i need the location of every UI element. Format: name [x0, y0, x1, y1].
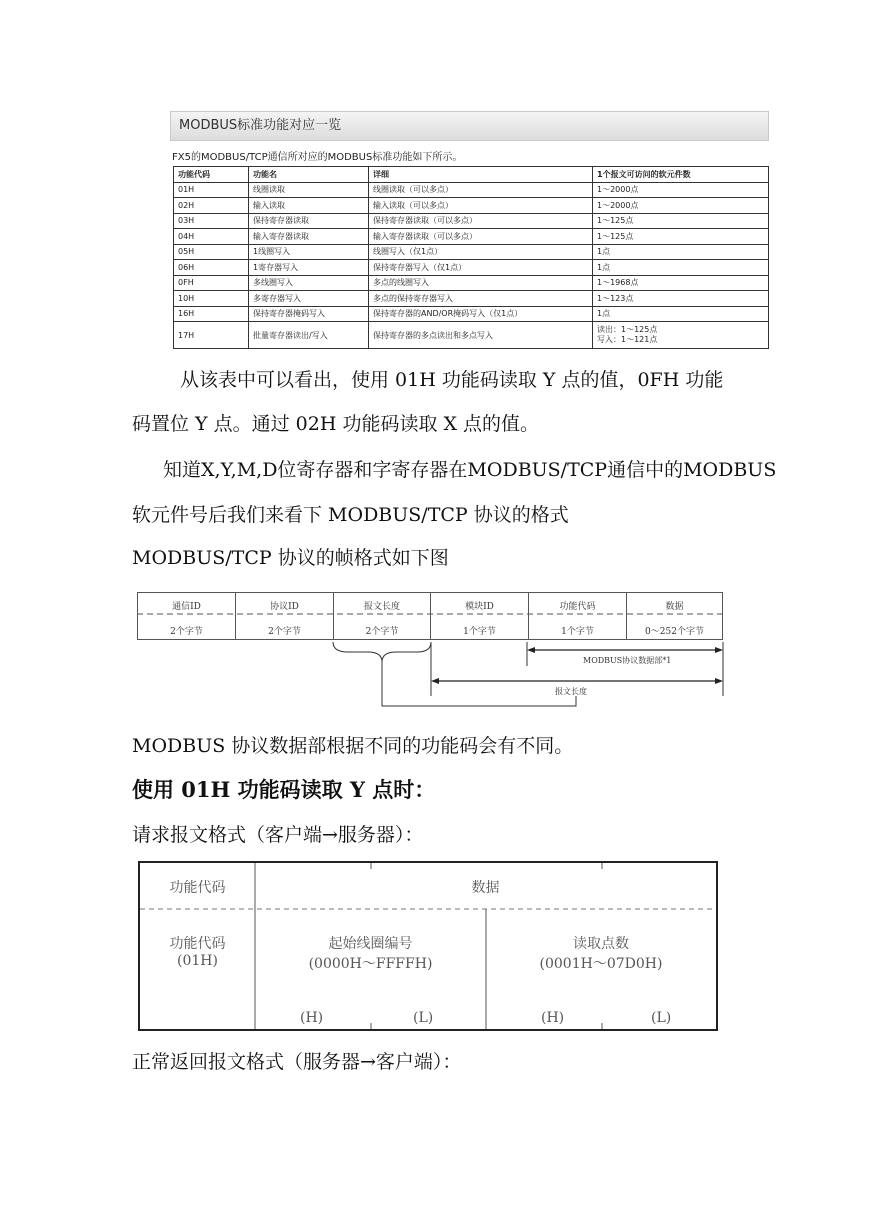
- table-header: 功能代码: [174, 167, 249, 183]
- cell-name: 1寄存器写入: [249, 260, 369, 276]
- cell-code: 05H: [174, 244, 249, 260]
- cell-detail: 保持寄存器的AND/OR掩码写入（仅1点）: [369, 306, 593, 322]
- cell-detail: 线圈写入（仅1点）: [369, 244, 593, 260]
- start-low-byte: (L): [413, 1010, 434, 1026]
- col-data-header: 数据: [471, 880, 500, 896]
- table-row: [174, 213, 769, 229]
- read-count-range: (0001H～07D0H): [539, 956, 663, 972]
- table-row: [174, 182, 769, 198]
- paragraph-line: MODBUS/TCP 协议的帧格式如下图: [132, 547, 449, 569]
- length-arrow-right-head: [715, 678, 723, 684]
- cell-code: 0FH: [174, 275, 249, 291]
- cell-name: 线圈读取: [249, 182, 369, 198]
- table-row: [174, 322, 769, 349]
- cell-detail: 线圈读取（可以多点）: [369, 182, 593, 198]
- cell-detail: 输入读取（可以多点）: [369, 198, 593, 214]
- cell-count: 1点: [593, 260, 769, 276]
- col-func-header: 功能代码: [169, 880, 226, 896]
- table-row: [174, 244, 769, 260]
- cell-name: 输入读取: [249, 198, 369, 214]
- field-size: 1个字节: [463, 627, 496, 637]
- pdu-label: MODBUS协议数据部*1: [583, 656, 672, 665]
- table-row: [174, 198, 769, 214]
- pdu-arrow-left-head: [527, 647, 535, 653]
- cell-count-write: 写入：1～121点: [597, 335, 658, 344]
- cell-count: 1点: [593, 306, 769, 322]
- start-high-byte: (H): [300, 1010, 324, 1026]
- cell-count: 1～125点: [593, 229, 769, 245]
- panel-title: MODBUS标准功能对应一览: [170, 111, 769, 141]
- table-header: 1个报文可访问的软元件数: [593, 167, 769, 183]
- paragraph-line: MODBUS 协议数据部根据不同的功能码会有不同。: [132, 735, 574, 757]
- field-name: 功能代码: [559, 602, 596, 612]
- field-name: 报文长度: [363, 602, 400, 612]
- field-name: 数据: [665, 602, 684, 612]
- response-caption: 正常返回报文格式（服务器→客户端）：: [132, 1051, 462, 1073]
- cell-count: 1～125点: [593, 213, 769, 229]
- cell-detail: 保持寄存器的多点读出和多点写入: [369, 322, 593, 349]
- cell-name: 保持寄存器掩码写入: [249, 306, 369, 322]
- table-row: [174, 229, 769, 245]
- field-size: 1个字节: [561, 627, 594, 637]
- field-size: 2个字节: [268, 627, 301, 637]
- cell-code: 04H: [174, 229, 249, 245]
- cell-name: 多寄存器写入: [249, 291, 369, 307]
- field-size: 0～252个字节: [645, 627, 704, 637]
- field-size: 2个字节: [170, 627, 203, 637]
- table-row: [174, 306, 769, 322]
- cell-name: 保持寄存器读取: [249, 213, 369, 229]
- paragraph-line: 知道X,Y,M,D位寄存器和字寄存器在MODBUS/TCP通信中的MODBUS: [163, 459, 777, 481]
- section-heading: 使用 01H 功能码读取 Y 点时：: [132, 777, 436, 802]
- read-count-name: 读取点数: [573, 936, 629, 952]
- function-table: [173, 166, 769, 349]
- field-name: 模块ID: [465, 602, 494, 612]
- frame-diagram-overlay: [130, 590, 730, 710]
- brace-shape: [333, 642, 431, 662]
- field-size: 2个字节: [365, 627, 399, 637]
- length-connector: [382, 662, 576, 706]
- cell-name: 1线圈写入: [249, 244, 369, 260]
- cell-detail: 多点的保持寄存器写入: [369, 291, 593, 307]
- cell-count: 1点: [593, 244, 769, 260]
- panel-description: FX5的MODBUS/TCP通信所对应的MODBUS标准功能如下所示。: [172, 152, 463, 163]
- cell-detail: 保持寄存器写入（仅1点）: [369, 260, 593, 276]
- cell-count: [593, 322, 769, 349]
- count-low-byte: (L): [651, 1010, 672, 1026]
- cell-code: 03H: [174, 213, 249, 229]
- cell-code: 10H: [174, 291, 249, 307]
- cell-name: 多线圈写入: [249, 275, 369, 291]
- cell-detail: 多点的线圈写入: [369, 275, 593, 291]
- cell-code: 06H: [174, 260, 249, 276]
- func-name: 功能代码: [169, 936, 226, 952]
- cell-code: 01H: [174, 182, 249, 198]
- cell-code: 16H: [174, 306, 249, 322]
- cell-count: 1～2000点: [593, 182, 769, 198]
- table-header: 功能名: [249, 167, 369, 183]
- start-coil-range: (0000H～FFFFH): [308, 956, 433, 972]
- cell-code: 17H: [174, 322, 249, 349]
- func-value: (01H): [177, 953, 218, 969]
- table-row: [174, 275, 769, 291]
- length-label: 报文长度: [555, 687, 587, 696]
- field-name: 通信ID: [172, 602, 201, 612]
- request-diagram: [138, 861, 718, 1031]
- start-coil-name: 起始线圈编号: [328, 936, 413, 952]
- cell-count: 1～2000点: [593, 198, 769, 214]
- cell-count: 1～1968点: [593, 275, 769, 291]
- length-arrow-left-head: [431, 678, 439, 684]
- cell-code: 02H: [174, 198, 249, 214]
- request-caption: 请求报文格式（客户端→服务器）：: [132, 824, 424, 846]
- cell-name: 批量寄存器读出/写入: [249, 322, 369, 349]
- table-row: [174, 291, 769, 307]
- table-row: [174, 260, 769, 276]
- cell-count: 1～123点: [593, 291, 769, 307]
- paragraph-line: 码置位 Y 点。通过 02H 功能码读取 X 点的值。: [132, 413, 540, 435]
- cell-detail: 输入寄存器读取（可以多点）: [369, 229, 593, 245]
- paragraph-line: 从该表中可以看出，使用 01H 功能码读取 Y 点的值，0FH 功能: [180, 369, 724, 391]
- pdu-arrow-right-head: [715, 647, 723, 653]
- table-header-row: [174, 167, 769, 183]
- count-high-byte: (H): [541, 1010, 565, 1026]
- cell-detail: 保持寄存器读取（可以多点）: [369, 213, 593, 229]
- cell-name: 输入寄存器读取: [249, 229, 369, 245]
- cell-count-read: 读出：1～125点: [597, 325, 658, 334]
- field-name: 协议ID: [270, 602, 299, 612]
- table-header: 详细: [369, 167, 593, 183]
- paragraph-line: 软元件号后我们来看下 MODBUS/TCP 协议的格式: [132, 504, 569, 526]
